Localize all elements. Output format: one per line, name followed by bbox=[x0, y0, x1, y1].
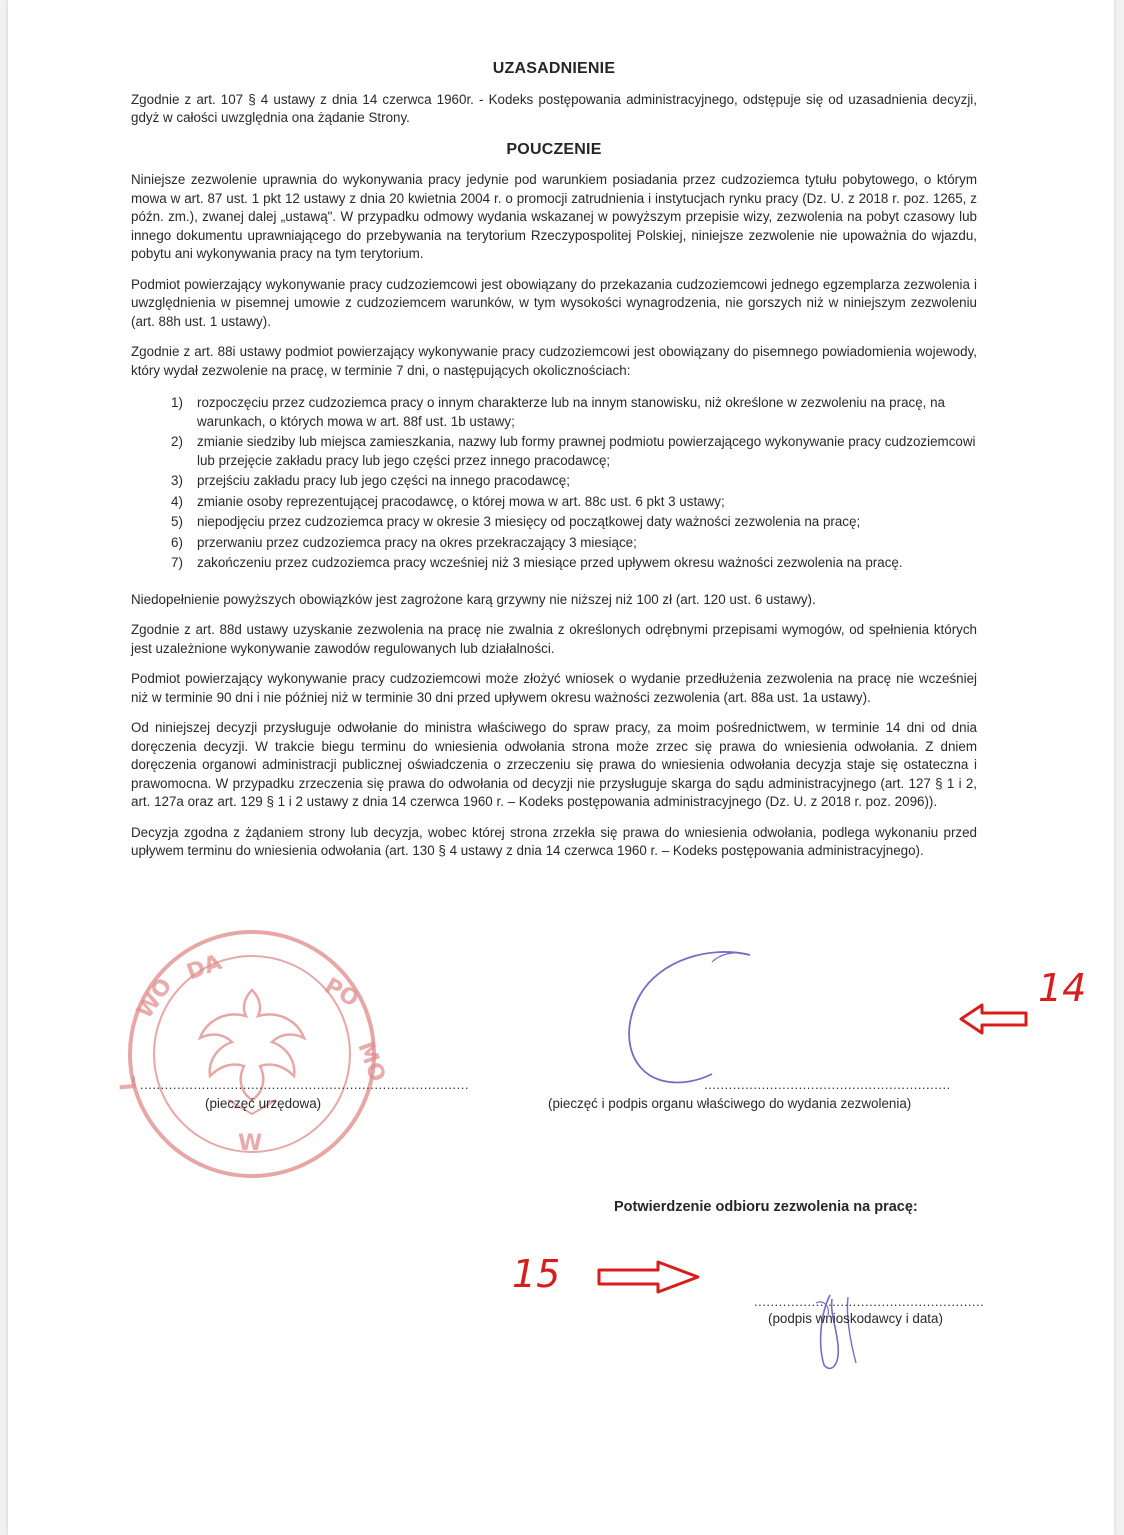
stamp-caption: (pieczęć urzędowa) bbox=[205, 1096, 322, 1111]
svg-text:W: W bbox=[238, 1131, 263, 1156]
stamp-dotted-line: ................................................................................ bbox=[140, 1077, 469, 1092]
confirmation-title: Potwierdzenie odbioru zezwolenia na pracę: bbox=[614, 1199, 918, 1215]
list-item: 4) zmianie osoby reprezentującej pracodawcę, o której mowa w art. 88c ust. 6 pkt 3 ustawy; bbox=[171, 493, 725, 509]
svg-text:DA: DA bbox=[183, 950, 226, 986]
official-stamp-icon bbox=[115, 950, 390, 1170]
organ-dotted-line: ............................................................ bbox=[704, 1077, 951, 1092]
document-body bbox=[131, 60, 977, 873]
svg-text:L: L bbox=[115, 1075, 142, 1092]
annotation-label-15: 15 bbox=[512, 1252, 561, 1296]
right-arrow-icon bbox=[596, 1258, 702, 1296]
applicant-dotted-line: ........................................................ bbox=[754, 1294, 985, 1309]
heading-pouczenie: POUCZENIE bbox=[506, 140, 602, 158]
list-item: 3) przejściu zakładu pracy lub jego części na innego pracodawcę; bbox=[171, 473, 570, 488]
annotation-label-14: 14 bbox=[1038, 966, 1087, 1010]
applicant-signature-icon bbox=[800, 1285, 880, 1375]
pouczenie-paragraph-4: Niedopełnienie powyższych obowiązków jest zagrożone karą grzywny nie niższej niż 100 zł (art. 120 ust. 6 ustawy). bbox=[131, 591, 816, 607]
pouczenie-paragraph-6: Podmiot powierzający wykonywanie pracy cudzoziemcowi może złożyć wniosek o wydanie przedłużenia zezwolenia na pracę nie wcześniej niż w terminie 90 dni i nie później niż w terminie 30 dni przed upływem okresu ważności zezwolenia (art. 88a ust. 1a ustawy). bbox=[131, 671, 977, 705]
pouczenie-paragraph-3: Zgodnie z art. 88i ustawy podmiot powierzający wykonywanie pracy cudzoziemcowi jest obowiązany do pisemnego powiadomienia wojewody, który wydał zezwolenie na pracę, w terminie 7 dni, o następujących okolicznościach: bbox=[131, 344, 977, 378]
handwritten-signature-icon bbox=[600, 940, 780, 1100]
list-item: 6) przerwaniu przez cudzoziemca pracy na okres przekraczający 3 miesiące; bbox=[171, 534, 637, 550]
uzasadnienie-paragraph: Zgodnie z art. 107 § 4 ustawy z dnia 14 czerwca 1960r. - Kodeks postępowania administracyjnego, odstępuje się od uzasadnienia decyzji, gdyż w całości uwzględnia ona żądanie Strony. bbox=[131, 91, 977, 125]
svg-text:PO: PO bbox=[320, 973, 363, 1013]
svg-text:MO: MO bbox=[352, 1038, 390, 1086]
list-item: 7) zakończeniu przez cudzoziemca pracy wcześniej niż 3 miesiące przed upływem okresu ważności zezwolenia na pracę. bbox=[171, 555, 903, 570]
organ-caption: (pieczęć i podpis organu właściwego do wydania zezwolenia) bbox=[548, 1096, 912, 1111]
list-item: 1) rozpoczęciu przez cudzoziemca pracy o innym charakterze lub na innym stanowisku, niż określone w zezwoleniu na pracę, na warunkach, o których mowa w art. 88f ust. 1b ustawy; bbox=[171, 395, 946, 429]
pouczenie-paragraph-8: Decyzja zgodna z żądaniem strony lub decyzja, wobec której strona zrzekła się prawa do wniesienia odwołania, podlega wykonaniu przed upływem terminu do wniesienia odwołania (art. 130 § 4 ustawy z dnia 14 czerwca 1960 r. – Kodeks postępowania administracyjnego). bbox=[131, 824, 977, 858]
pouczenie-paragraph-7: Od niniejszej decyzji przysługuje odwołanie do ministra właściwego do spraw pracy, za moim pośrednictwem, w terminie 14 dni od dnia doręczenia decyzji. W trakcie biegu terminu do wniesienia odwołania strona może zrzec się prawa do wniesienia odwołania. Z dniem doręczenia organowi administracji publicznej oświadczenia o zrzeczeniu się prawa do wniesienia odwołania decyzja staje się ostateczna i prawomocna. W przypadku zrzeczenia się prawa do odwołania od decyzji nie przysługuje skarga do sądu administracyjnego (art. 127 § 1 i 2, art. 127a oraz art. 129 § 1 i 2 ustawy z dnia 14 czerwca 1960 r. – Kodeks postępowania administracyjnego (Dz. U. z 2018 r. poz. 2096)). bbox=[131, 720, 977, 809]
pouczenie-paragraph-5: Zgodnie z art. 88d ustawy uzyskanie zezwolenia na pracę nie zwalnia z określonych odrębnymi przepisami wymogów, od spełnienia których jest uzależnione wykonywanie zawodów regulowanych lub działalności. bbox=[131, 622, 977, 656]
list-item: 5) niepodjęciu przez cudzoziemca pracy w okresie 3 miesięcy od początkowej daty ważności zezwolenia na pracę; bbox=[171, 514, 861, 529]
obligations-list bbox=[131, 394, 977, 573]
list-item: 2) zmianie siedziby lub miejsca zamieszkania, nazwy lub formy prawnej podmiotu powierzającego wykonywanie pracy cudzoziemcowi lub przejęcie zakładu pracy lub jego części przez innego pracodawcę; bbox=[171, 434, 976, 468]
pouczenie-paragraph-2: Podmiot powierzający wykonywanie pracy cudzoziemcowi jest obowiązany do przekazania cudzoziemcowi jednego egzemplarza zezwolenia i uwzględnienia w pisemnej umowie z cudzoziemcem warunków, w tym wysokości wynagrodzenia, nie gorszych niż w niniejszym zezwoleniu (art. 88h ust. 1 ustawy). bbox=[131, 276, 977, 329]
svg-text:WO: WO bbox=[132, 973, 178, 1024]
pouczenie-paragraph-1: Niniejsze zezwolenie uprawnia do wykonywania pracy jedynie pod warunkiem posiadania przez cudzoziemca tytułu pobytowego, o którym mowa w art. 87 ust. 1 pkt 12 ustawy z dnia 20 kwietnia 2004 r. o promocji zatrudnienia i instytucjach rynku pracy (Dz. U. z 2018 r. poz. 1265, z późn. zm.), zwanej dalej „ustawą". W przypadku odmowy wydania wskazanej w powyższym przepisie wizy, zezwolenia na pobyt czasowy lub innego dokumentu uprawniającego do przebywania na terytorium Rzeczypospolitej Polskiej, niniejsze zezwolenie nie upoważnia do wjazdu, pobytu ani wykonywania pracy na tym terytorium. bbox=[131, 172, 977, 261]
applicant-caption: (podpis wnioskodawcy i data) bbox=[768, 1311, 943, 1326]
left-arrow-icon bbox=[958, 1002, 1030, 1036]
heading-uzasadnienie: UZASADNIENIE bbox=[492, 60, 616, 77]
